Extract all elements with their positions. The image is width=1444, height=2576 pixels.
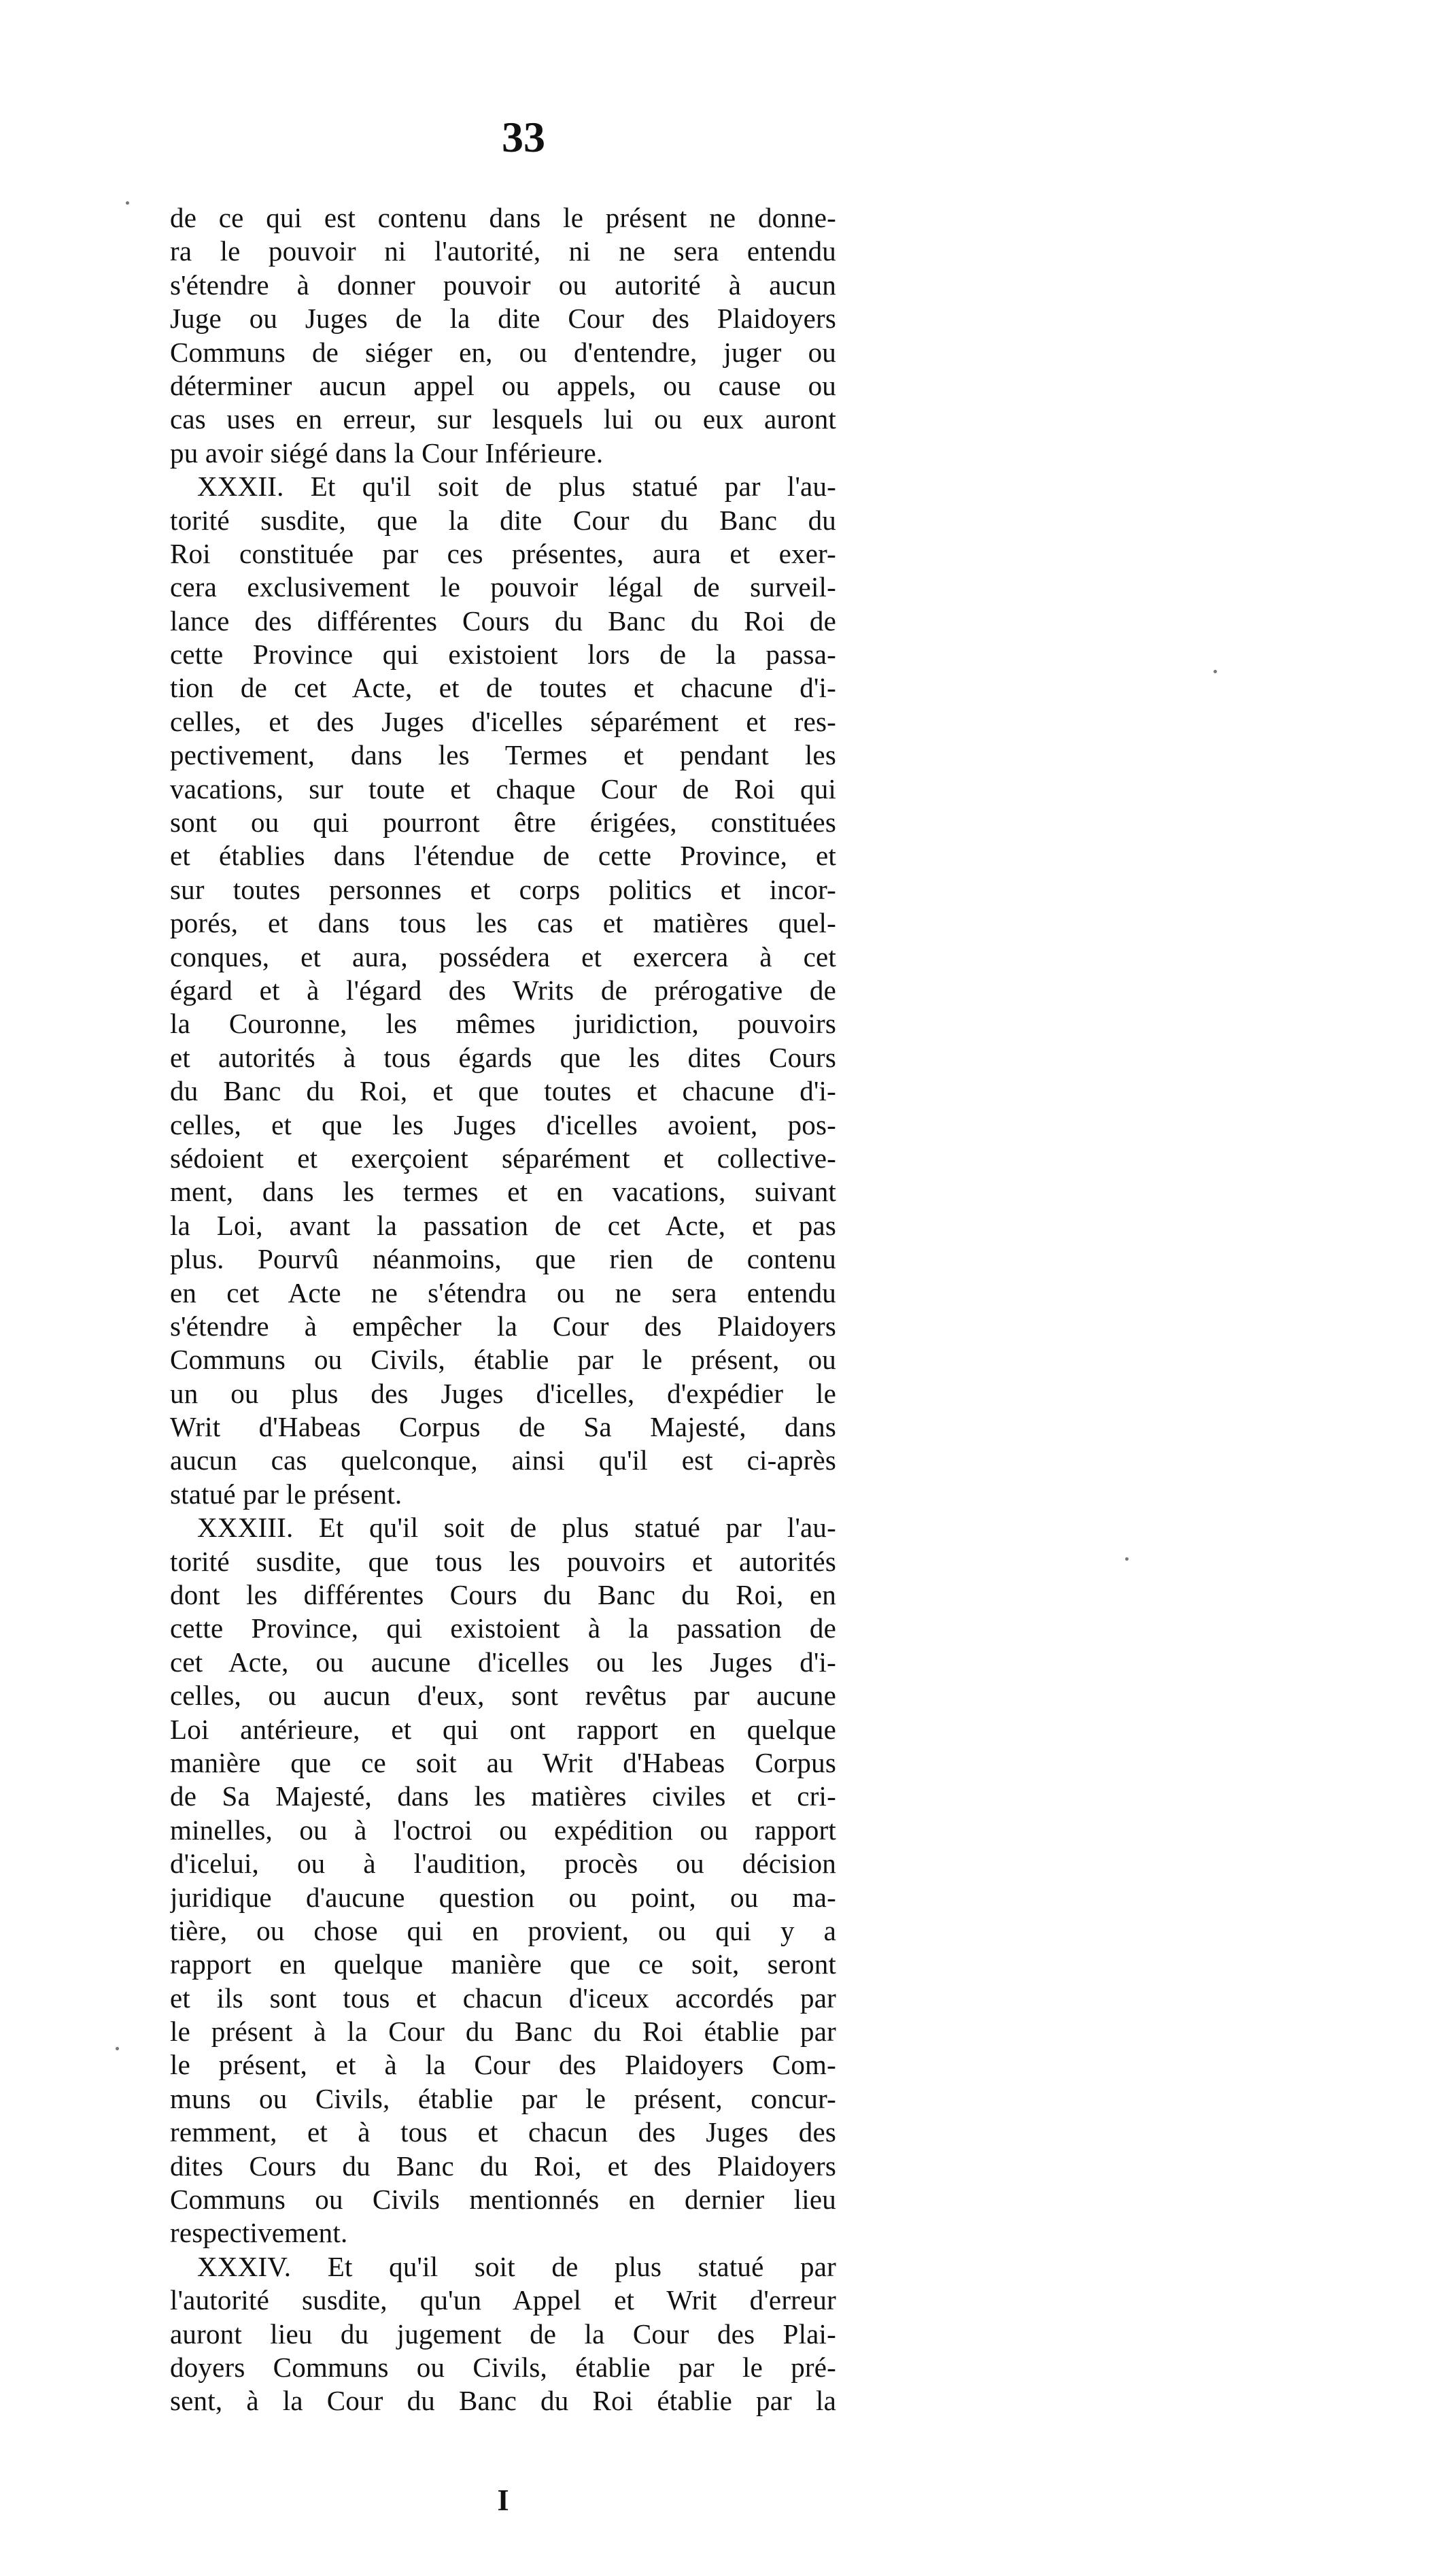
- text-line: sent, à la Cour du Banc du Roi établie par la: [170, 2385, 836, 2417]
- text-line: celles, et des Juges d'icelles séparément et res-: [170, 705, 836, 737]
- text-line: de Sa Majesté, dans les matières civiles et cri-: [170, 1780, 836, 1812]
- text-line: sédoient et exerçoient séparément et collective-: [170, 1142, 836, 1174]
- text-line: de ce qui est contenu dans le présent ne donne-: [170, 202, 836, 233]
- text-line: déterminer aucun appel ou appels, ou cause ou: [170, 369, 836, 401]
- paper-speck: [1125, 1557, 1129, 1561]
- text-line: cas uses en erreur, sur lesquels lui ou eux auront: [170, 403, 836, 435]
- paper-speck: [1214, 670, 1217, 673]
- text-line: respectivement.: [170, 2217, 348, 2249]
- text-line: cette Province qui existoient lors de la passa-: [170, 639, 836, 671]
- text-line: lance des différentes Cours du Banc du Roi de: [170, 605, 836, 637]
- text-line: tion de cet Acte, et de toutes et chacune d'i-: [170, 672, 836, 704]
- section-heading-line: XXXIII. Et qu'il soit de plus statué par l'au-: [197, 1512, 836, 1544]
- text-line: Communs ou Civils mentionnés en dernier lieu: [170, 2184, 836, 2216]
- text-line: ment, dans les termes et en vacations, suivant: [170, 1176, 836, 1208]
- text-line: statué par le présent.: [170, 1478, 402, 1510]
- text-line: le présent, et à la Cour des Plaidoyers Com-: [170, 2049, 836, 2081]
- text-line: Communs ou Civils, établie par le présent, ou: [170, 1344, 836, 1376]
- text-line: le présent à la Cour du Banc du Roi établie par: [170, 2016, 836, 2048]
- page-number: 33: [502, 113, 545, 161]
- text-line: conques, et aura, possédera et exercera à cet: [170, 940, 836, 972]
- text-line: pu avoir siégé dans la Cour Inférieure.: [170, 437, 604, 469]
- text-line: d'icelui, ou à l'audition, procès ou décision: [170, 1848, 836, 1880]
- text-line: ra le pouvoir ni l'autorité, ni ne sera entendu: [170, 235, 836, 267]
- text-line: Communs de siéger en, ou d'entendre, juger ou: [170, 336, 836, 368]
- text-line: doyers Communs ou Civils, établie par le pré-: [170, 2352, 836, 2383]
- text-line: la Loi, avant la passation de cet Acte, et pas: [170, 1209, 836, 1241]
- text-line: juridique d'aucune question ou point, ou ma-: [170, 1881, 836, 1913]
- text-line: un ou plus des Juges d'icelles, d'expédier le: [170, 1377, 836, 1409]
- section-heading-line: XXXIV. Et qu'il soit de plus statué par: [197, 2250, 836, 2282]
- text-line: auront lieu du jugement de la Cour des Plai-: [170, 2318, 836, 2350]
- text-line: rapport en quelque manière que ce soit, seront: [170, 1948, 836, 1980]
- text-line: vacations, sur toute et chaque Cour de Roi qui: [170, 773, 836, 804]
- text-line: dont les différentes Cours du Banc du Roi, en: [170, 1579, 836, 1611]
- text-line: plus. Pourvû néanmoins, que rien de contenu: [170, 1243, 836, 1275]
- text-line: et ils sont tous et chacun d'iceux accordés par: [170, 1982, 836, 2014]
- text-line: Juge ou Juges de la dite Cour des Plaidoyers: [170, 303, 836, 335]
- text-line: porés, et dans tous les cas et matières quel-: [170, 907, 836, 939]
- text-line: dites Cours du Banc du Roi, et des Plaidoyers: [170, 2150, 836, 2182]
- text-line: cera exclusivement le pouvoir légal de surveil-: [170, 571, 836, 603]
- text-line: aucun cas quelconque, ainsi qu'il est ci-après: [170, 1444, 836, 1476]
- text-line: celles, ou aucun d'eux, sont revêtus par aucune: [170, 1680, 836, 1712]
- text-line: et établies dans l'étendue de cette Province, et: [170, 840, 836, 872]
- text-line: muns ou Civils, établie par le présent, concur-: [170, 2082, 836, 2114]
- text-line: Writ d'Habeas Corpus de Sa Majesté, dans: [170, 1411, 836, 1443]
- section-heading-line: XXXII. Et qu'il soit de plus statué par l'au-: [197, 471, 836, 503]
- text-line: torité susdite, que tous les pouvoirs et autorités: [170, 1545, 836, 1577]
- text-line: s'étendre à empêcher la Cour des Plaidoyers: [170, 1310, 836, 1342]
- paper-speck: [116, 2047, 119, 2050]
- text-line: pectivement, dans les Termes et pendant les: [170, 739, 836, 771]
- text-line: la Couronne, les mêmes juridiction, pouvoirs: [170, 1008, 836, 1040]
- text-line: manière que ce soit au Writ d'Habeas Corpus: [170, 1746, 836, 1778]
- text-line: égard et à l'égard des Writs de prérogative de: [170, 974, 836, 1006]
- text-line: torité susdite, que la dite Cour du Banc du: [170, 504, 836, 536]
- body-text: [170, 201, 836, 2418]
- signature-mark: I: [497, 2484, 509, 2517]
- text-line: sur toutes personnes et corps politics et incor-: [170, 873, 836, 905]
- paper-speck: [126, 201, 129, 205]
- text-line: sont ou qui pourront être érigées, constituées: [170, 807, 836, 838]
- text-line: en cet Acte ne s'étendra ou ne sera entendu: [170, 1276, 836, 1308]
- text-line: l'autorité susdite, qu'un Appel et Writ d'erreur: [170, 2284, 836, 2316]
- text-line: celles, et que les Juges d'icelles avoient, pos-: [170, 1108, 836, 1140]
- text-line: minelles, ou à l'octroi ou expédition ou rapport: [170, 1814, 836, 1846]
- text-line: cet Acte, ou aucune d'icelles ou les Juges d'i-: [170, 1646, 836, 1678]
- text-line: tière, ou chose qui en provient, ou qui y a: [170, 1914, 836, 1946]
- text-line: cette Province, qui existoient à la passation de: [170, 1612, 836, 1644]
- text-line: s'étendre à donner pouvoir ou autorité à aucun: [170, 269, 836, 301]
- text-line: et autorités à tous égards que les dites Cours: [170, 1041, 836, 1073]
- text-line: Loi antérieure, et qui ont rapport en quelque: [170, 1713, 836, 1745]
- text-line: Roi constituée par ces présentes, aura et exer-: [170, 537, 836, 569]
- text-line: remment, et à tous et chacun des Juges des: [170, 2116, 836, 2148]
- text-line: du Banc du Roi, et que toutes et chacune d'i-: [170, 1075, 836, 1107]
